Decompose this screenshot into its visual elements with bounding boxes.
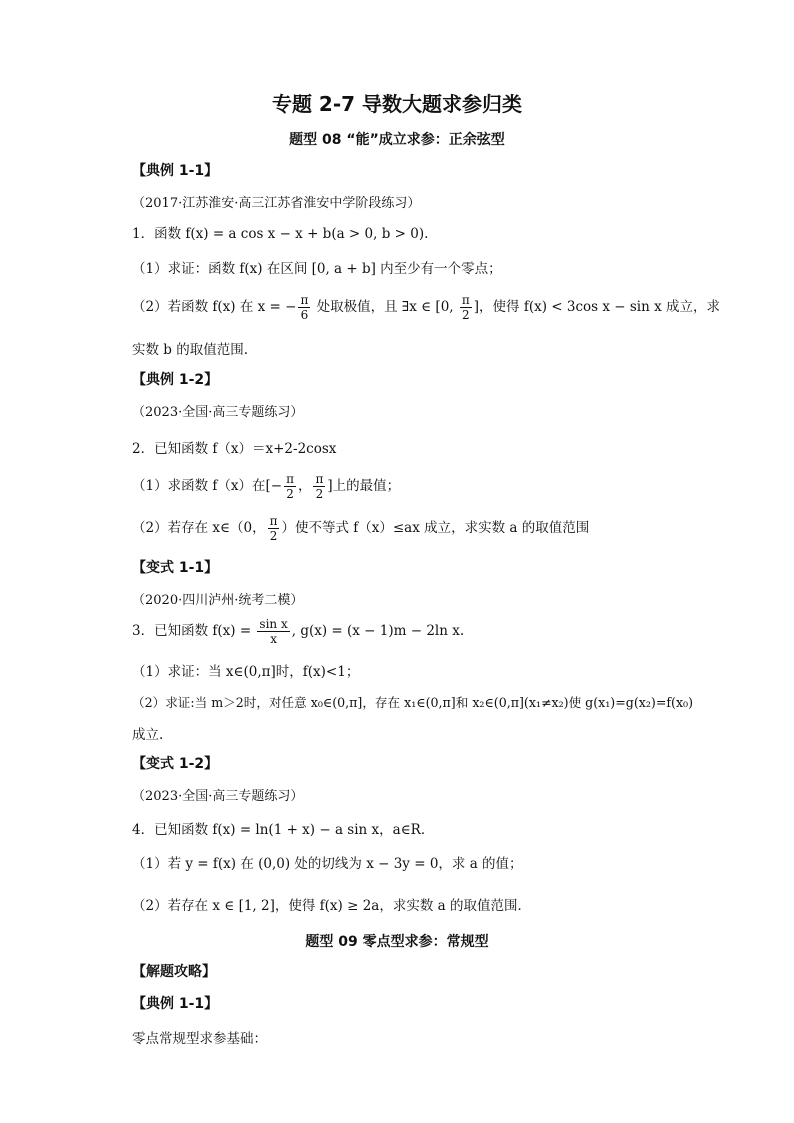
- q-text-pre: （2）若存在 x∈（0，: [132, 520, 266, 536]
- question-1-part-2: [132, 293, 720, 322]
- question-2-part-1: [132, 472, 400, 501]
- fraction-denominator: 2: [286, 487, 294, 501]
- question-1-intro: 1．函数 f(x) = a cos x − x + b(a > 0, b > 0).: [132, 226, 429, 242]
- strategy-text: 零点常规型求参基础：: [132, 1031, 267, 1047]
- source-note: （2017·江苏淮安·高三江苏省淮安中学阶段练习）: [132, 196, 421, 211]
- source-note: （2020·四川泸州·统考二模）: [132, 593, 304, 608]
- example-label: 【典例 1-1】: [132, 163, 219, 179]
- q-text-pre: 3．已知函数 f(x) =: [132, 623, 256, 639]
- fraction-pi-2: [284, 472, 296, 501]
- question-2-intro: 2．已知函数 f（x）＝x+2-2cosx: [132, 441, 337, 457]
- fraction-numerator: sin x: [259, 617, 288, 631]
- page-title: 专题 2-7 导数大题求参归类: [271, 92, 523, 116]
- question-3-intro: [132, 617, 464, 646]
- fraction-numerator: π: [461, 293, 470, 307]
- q-text-pre: （1）求函数 f（x）在[−: [132, 478, 283, 494]
- strategy-label: 【解题攻略】: [132, 964, 216, 980]
- fraction-numerator: π: [269, 514, 278, 528]
- question-4-intro: 4．已知函数 f(x) = ln(1 + x) − a sin x，a∈R．: [132, 822, 435, 838]
- question-3-part-2-cont: 成立.: [132, 727, 164, 743]
- source-note: （2023·全国·高三专题练习）: [132, 405, 304, 420]
- question-1-part-2-cont: 实数 b 的取值范围.: [132, 342, 249, 358]
- fraction-denominator: 2: [462, 308, 470, 322]
- fraction-pi-6: [298, 293, 310, 322]
- fraction-denominator: 2: [269, 529, 278, 543]
- fraction-denominator: x: [270, 632, 277, 646]
- section-title-09: 题型 09 零点型求参：常规型: [305, 934, 489, 950]
- q-text-post: ）使不等式 f（x）≤ax 成立，求实数 a 的取值范围: [281, 520, 590, 536]
- variant-label: 【变式 1-2】: [132, 756, 219, 772]
- q2-text-pre: （2）若函数 f(x) 在 x = −: [132, 299, 297, 315]
- fraction-numerator: π: [300, 293, 309, 307]
- question-2-part-2: [132, 514, 589, 543]
- question-1-part-1: （1）求证：函数 f(x) 在区间 [0, a + b] 内至少有一个零点；: [132, 261, 502, 277]
- question-3-part-2: （2）求证:当 m＞2时，对任意 x₀∈(0,π]，存在 x₁∈(0,π]和 x₂∈(0,π](x₁≠x₂)使 g(x₁)=g(x₂)=f(x₀): [132, 695, 694, 710]
- q-text-post: ]上的最值；: [327, 478, 401, 494]
- fraction-pi-2: [268, 514, 280, 543]
- q-text-post: , g(x) = (x − 1)m − 2ln x.: [291, 623, 465, 639]
- example-label: 【典例 1-2】: [132, 372, 219, 388]
- q2-text-mid: 处取极值，且 ∃x ∈ [0,: [312, 299, 458, 315]
- fraction-pi-2: [460, 293, 472, 322]
- q-text-mid: ，: [297, 478, 312, 494]
- variant-label: 【变式 1-1】: [132, 560, 219, 576]
- example-label: 【典例 1-1】: [132, 996, 219, 1012]
- fraction-numerator: π: [286, 472, 294, 486]
- question-3-part-1: （1）求证：当 x∈(0,π]时，f(x)<1；: [132, 664, 360, 680]
- section-title-08: 题型 08 “能”成立求参：正余弦型: [289, 132, 505, 148]
- fraction-pi-2: [313, 472, 325, 501]
- fraction-sinx-x: [257, 617, 289, 646]
- q2-text-post: ]，使得 f(x) < 3cos x − sin x 成立，求: [473, 299, 721, 315]
- source-note: （2023·全国·高三专题练习）: [132, 789, 304, 804]
- fraction-denominator: 6: [300, 308, 309, 322]
- question-4-part-1: （1）若 y = f(x) 在 (0,0) 处的切线为 x − 3y = 0，求 a 的值；: [132, 856, 523, 872]
- question-4-part-2: （2）若存在 x ∈ [1, 2]，使得 f(x) ≥ 2a，求实数 a 的取值范围．: [132, 898, 531, 914]
- fraction-numerator: π: [315, 472, 324, 486]
- fraction-denominator: 2: [315, 487, 324, 501]
